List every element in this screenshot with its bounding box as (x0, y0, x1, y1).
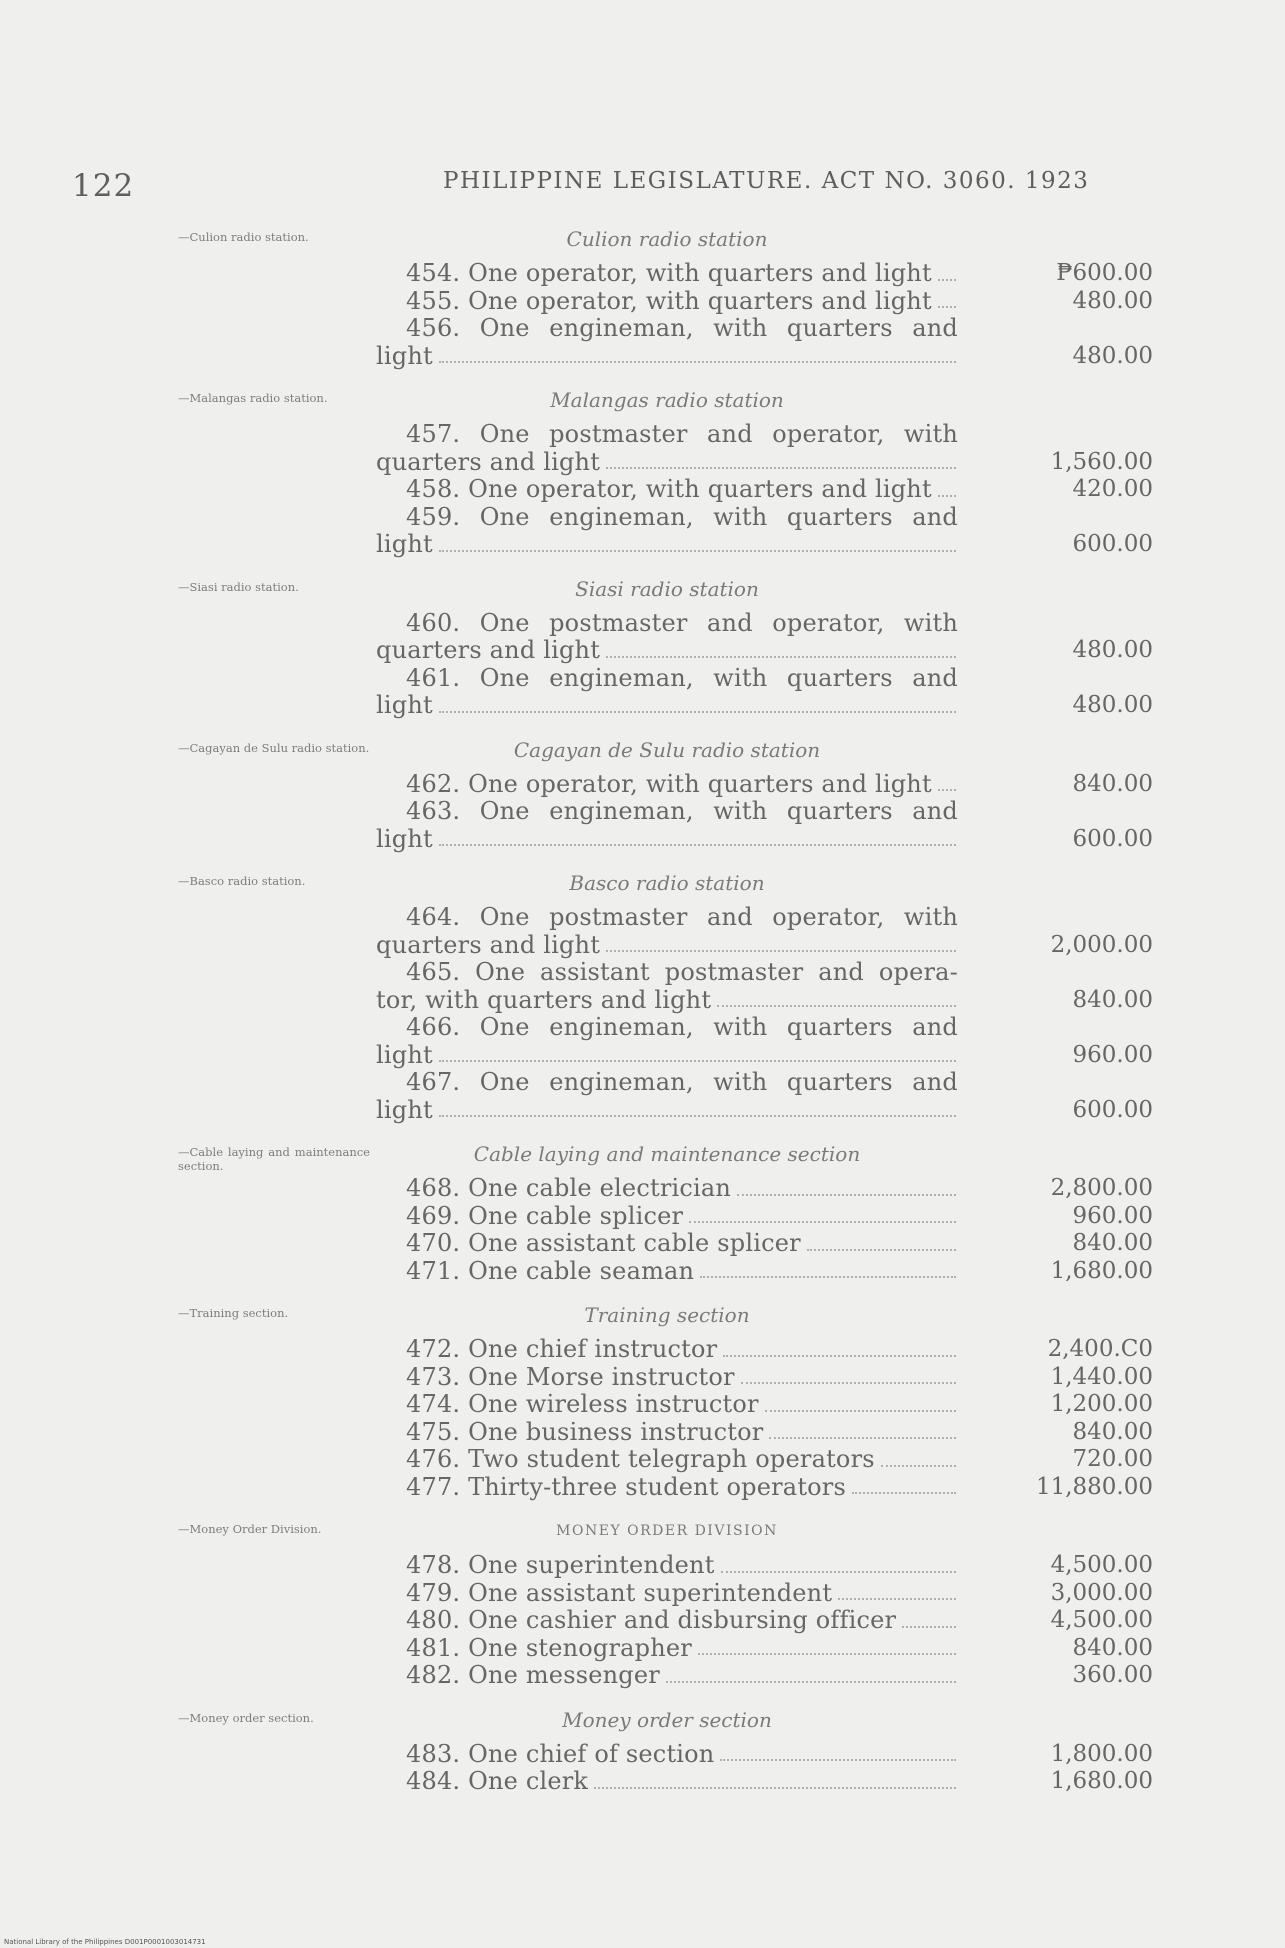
line-item (0, 1474, 1285, 1502)
description-line (376, 1230, 958, 1258)
line-item-description (376, 1419, 958, 1447)
description-text: 466. One engineman, with quarters and (406, 1014, 958, 1041)
line-item (0, 1607, 1285, 1635)
margin-note: —Money order section. (178, 1710, 314, 1725)
line-item (0, 1336, 1285, 1364)
description-text: 477. Thirty-three student operators (406, 1473, 846, 1501)
description-line (376, 665, 958, 693)
line-item-amount: 840.00 (1072, 770, 1153, 797)
line-item-description (376, 1175, 958, 1203)
description-text: 462. One operator, with quarters and light (406, 770, 932, 798)
description-text: 480. One cashier and disbursing officer (406, 1607, 897, 1634)
line-item (0, 315, 1285, 370)
dot-leader (765, 1391, 956, 1412)
line-item-amount: 2,400.C0 (1047, 1336, 1153, 1362)
line-item (0, 1364, 1285, 1392)
description-text: 475. One business instructor (406, 1418, 764, 1446)
line-item (0, 1635, 1285, 1663)
budget-section (0, 733, 1285, 867)
dot-leader (717, 987, 956, 1008)
line-item-amount: 480.00 (1072, 342, 1153, 369)
description-line (376, 1042, 958, 1070)
description-text: 458. One operator, with quarters and light (406, 476, 932, 503)
line-item-description (376, 1768, 958, 1796)
line-item-description (376, 1741, 958, 1769)
appropriation-sections (0, 222, 1285, 1809)
section-heading: Siasi radio station (575, 576, 759, 601)
description-line (376, 904, 958, 932)
dot-leader (689, 1203, 956, 1224)
line-item (0, 476, 1285, 504)
line-item-description (376, 1203, 958, 1231)
line-item-amount: 840.00 (1072, 1230, 1153, 1256)
description-line (376, 987, 958, 1015)
line-item-amount: 1,680.00 (1050, 1768, 1153, 1794)
budget-section (0, 572, 1285, 733)
description-line (376, 1203, 958, 1231)
line-item-description (376, 1446, 958, 1474)
description-text: 473. One Morse instructor (406, 1363, 735, 1391)
dot-leader (606, 932, 956, 953)
budget-section (0, 1514, 1285, 1703)
line-item-amount: 360.00 (1072, 1662, 1153, 1688)
dot-leader (938, 771, 956, 792)
margin-note: —Culion radio station. (178, 230, 309, 244)
description-line (376, 1258, 958, 1286)
line-item-amount: 1,560.00 (1050, 448, 1153, 475)
section-heading: Malangas radio station (550, 388, 784, 412)
line-item-amount: 600.00 (1072, 1096, 1153, 1123)
line-item (0, 1419, 1285, 1447)
line-item (0, 1175, 1285, 1203)
description-text: 460. One postmaster and operator, with (406, 609, 958, 637)
line-item (0, 504, 1285, 559)
description-text: 471. One cable seaman (406, 1257, 695, 1285)
description-line (376, 1552, 958, 1580)
line-item (0, 1662, 1285, 1690)
budget-section (0, 222, 1285, 383)
margin-note: —Training section. (178, 1306, 289, 1320)
line-item (0, 1741, 1285, 1769)
description-text: 474. One wireless instructor (406, 1391, 759, 1418)
description-line (376, 610, 958, 638)
dot-leader (666, 1662, 956, 1683)
description-line (376, 637, 958, 665)
description-text: 469. One cable splicer (406, 1202, 684, 1230)
description-text: light (376, 825, 433, 853)
line-item-amount: 840.00 (1072, 1418, 1153, 1445)
description-text: 472. One chief instructor (406, 1336, 718, 1363)
description-text: light (376, 342, 433, 370)
line-item (0, 1258, 1285, 1286)
line-item-description (376, 1635, 958, 1663)
line-item-description (376, 1391, 958, 1419)
line-item-amount: 1,200.00 (1050, 1391, 1153, 1417)
description-text: 456. One engineman, with quarters and (406, 315, 958, 342)
dot-leader (439, 1097, 956, 1118)
description-line (376, 1580, 958, 1608)
description-text: 457. One postmaster and operator, with (406, 421, 958, 448)
description-line (376, 798, 958, 826)
line-item-description (376, 476, 958, 504)
line-item-amount: 420.00 (1072, 476, 1153, 502)
description-line (376, 421, 958, 449)
description-text: 482. One messenger (406, 1662, 660, 1689)
dot-leader (721, 1552, 956, 1573)
section-heading: MONEY ORDER DIVISION (556, 1523, 778, 1539)
dot-leader (902, 1607, 956, 1628)
line-item-amount: 4,500.00 (1050, 1552, 1153, 1578)
line-item-amount: 480.00 (1072, 692, 1153, 718)
line-item (0, 1552, 1285, 1580)
line-item-amount: 480.00 (1072, 637, 1153, 663)
line-item (0, 1580, 1285, 1608)
line-item-amount: 480.00 (1072, 287, 1153, 314)
line-item-description (376, 288, 958, 316)
line-item (0, 1446, 1285, 1474)
page-number: 122 (72, 168, 135, 204)
dot-leader (439, 826, 956, 847)
budget-section (0, 1137, 1285, 1298)
description-text: 465. One assistant postmaster and opera- (406, 959, 958, 986)
line-item (0, 288, 1285, 316)
dot-leader (720, 1741, 956, 1762)
line-item (0, 610, 1285, 665)
running-head: PHILIPPINE LEGISLATURE. ACT NO. 3060. 1923 (443, 168, 1090, 194)
line-item-description (376, 665, 958, 720)
description-text: 467. One engineman, with quarters and (406, 1069, 958, 1096)
dot-leader (807, 1230, 956, 1251)
budget-section (0, 1298, 1285, 1514)
line-item-description (376, 798, 958, 853)
description-line (376, 260, 958, 288)
scan-footer: National Library of the Philippines D001P0001003014731 (4, 1938, 206, 1946)
line-item-amount: 600.00 (1072, 825, 1153, 852)
dot-leader (439, 692, 956, 713)
description-line (376, 1391, 958, 1419)
margin-note: —Money Order Division. (178, 1522, 322, 1536)
line-item (0, 665, 1285, 720)
section-heading: Basco radio station (569, 871, 765, 895)
line-item-amount: 960.00 (1072, 1202, 1153, 1229)
section-heading: Culion radio station (566, 227, 768, 251)
description-line (376, 826, 958, 854)
section-heading: Money order section (562, 1707, 772, 1732)
dot-leader (938, 288, 956, 309)
line-item (0, 1391, 1285, 1419)
description-text: 455. One operator, with quarters and light (406, 287, 932, 315)
budget-section (0, 383, 1285, 572)
line-item-description (376, 1258, 958, 1286)
line-item-amount: 11,880.00 (1035, 1473, 1153, 1500)
description-text: tor, with quarters and light (376, 986, 712, 1014)
line-item-amount: 2,800.00 (1050, 1175, 1153, 1201)
section-heading: Cable laying and maintenance section (473, 1142, 861, 1166)
description-text: light (376, 1041, 433, 1069)
dot-leader (606, 637, 956, 658)
description-line (376, 1364, 958, 1392)
description-line (376, 959, 958, 987)
description-text: 478. One superintendent (406, 1552, 715, 1579)
description-line (376, 1336, 958, 1364)
margin-note: —Malangas radio station. (178, 391, 328, 405)
dot-leader (852, 1474, 956, 1495)
description-line (376, 1768, 958, 1796)
margin-note: —Siasi radio station. (178, 579, 299, 594)
description-text: quarters and light (376, 931, 601, 959)
description-text: quarters and light (376, 448, 601, 476)
description-line (376, 288, 958, 316)
description-text: 461. One engineman, with quarters and (406, 664, 958, 692)
line-item-amount: 1,680.00 (1050, 1257, 1153, 1284)
line-item-description (376, 1069, 958, 1124)
line-item (0, 421, 1285, 476)
budget-section (0, 866, 1285, 1137)
line-item-description (376, 1364, 958, 1392)
dot-leader (938, 260, 956, 281)
line-item-description (376, 1336, 958, 1364)
section-heading: Training section (584, 1303, 750, 1327)
description-line (376, 1014, 958, 1042)
description-text: 463. One engineman, with quarters and (406, 798, 958, 825)
margin-note: —Cagayan de Sulu radio station. (178, 740, 370, 755)
line-item-amount: 840.00 (1072, 986, 1153, 1013)
line-item-description (376, 904, 958, 959)
line-item-description (376, 260, 958, 288)
dot-leader (594, 1768, 956, 1789)
budget-section (0, 1703, 1285, 1809)
description-text: light (376, 692, 433, 719)
description-text: 481. One stenographer (406, 1634, 692, 1662)
line-item-description (376, 315, 958, 370)
description-line (376, 531, 958, 559)
description-text: 476. Two student telegraph operators (406, 1446, 875, 1473)
line-item (0, 1014, 1285, 1069)
line-item-description (376, 1014, 958, 1069)
description-line (376, 315, 958, 343)
line-item-amount: 1,800.00 (1050, 1740, 1153, 1767)
line-item (0, 959, 1285, 1014)
line-item (0, 771, 1285, 799)
line-item-amount: ₱600.00 (1056, 260, 1153, 286)
description-text: 468. One cable electrician (406, 1175, 732, 1202)
description-text: light (376, 1096, 433, 1124)
description-line (376, 476, 958, 504)
description-text: 459. One engineman, with quarters and (406, 503, 958, 531)
description-text: light (376, 531, 433, 558)
description-line (376, 692, 958, 720)
line-item (0, 260, 1285, 288)
dot-leader (723, 1336, 956, 1357)
description-text: 483. One chief of section (406, 1740, 715, 1768)
dot-leader (439, 1042, 956, 1063)
line-item-description (376, 504, 958, 559)
dot-leader (881, 1446, 956, 1467)
description-line (376, 449, 958, 477)
line-item-amount: 960.00 (1072, 1041, 1153, 1068)
line-item-description (376, 771, 958, 799)
line-item-description (376, 1607, 958, 1635)
description-line (376, 1175, 958, 1203)
description-line (376, 1741, 958, 1769)
section-heading: Cagayan de Sulu radio station (513, 737, 821, 762)
line-item-description (376, 1474, 958, 1502)
description-line (376, 932, 958, 960)
dot-leader (606, 449, 956, 470)
dot-leader (838, 1580, 956, 1601)
description-line (376, 1446, 958, 1474)
description-line (376, 1662, 958, 1690)
line-item (0, 904, 1285, 959)
line-item-description (376, 1580, 958, 1608)
dot-leader (698, 1635, 956, 1656)
line-item (0, 1069, 1285, 1124)
line-item-description (376, 1662, 958, 1690)
line-item-amount: 720.00 (1072, 1446, 1153, 1472)
description-line (376, 1474, 958, 1502)
line-item-amount: 3,000.00 (1050, 1579, 1153, 1606)
line-item-description (376, 610, 958, 665)
description-text: quarters and light (376, 637, 601, 664)
line-item-amount: 4,500.00 (1050, 1607, 1153, 1633)
description-text: 454. One operator, with quarters and light (406, 260, 932, 287)
line-item-amount: 2,000.00 (1050, 931, 1153, 958)
dot-leader (700, 1258, 956, 1279)
line-item (0, 1203, 1285, 1231)
line-item-description (376, 1552, 958, 1580)
dot-leader (737, 1175, 956, 1196)
line-item-description (376, 1230, 958, 1258)
description-line (376, 1635, 958, 1663)
line-item-description (376, 959, 958, 1014)
dot-leader (938, 476, 956, 497)
line-item-amount: 1,440.00 (1050, 1363, 1153, 1390)
line-item (0, 1230, 1285, 1258)
line-item-description (376, 421, 958, 476)
line-item (0, 798, 1285, 853)
margin-note: —Cable laying and maintenance section. (178, 1145, 370, 1173)
description-line (376, 343, 958, 371)
dot-leader (439, 343, 956, 364)
line-item-amount: 600.00 (1072, 531, 1153, 557)
description-text: 464. One postmaster and operator, with (406, 904, 958, 931)
description-text: 470. One assistant cable splicer (406, 1230, 801, 1257)
margin-note: —Basco radio station. (178, 874, 306, 888)
description-line (376, 1419, 958, 1447)
description-line (376, 1607, 958, 1635)
description-text: 479. One assistant superintendent (406, 1579, 833, 1607)
description-line (376, 771, 958, 799)
line-item-amount: 840.00 (1072, 1634, 1153, 1661)
dot-leader (741, 1364, 956, 1385)
description-line (376, 1069, 958, 1097)
dot-leader (439, 531, 956, 552)
description-text: 484. One clerk (406, 1768, 589, 1795)
description-line (376, 1097, 958, 1125)
description-line (376, 504, 958, 532)
dot-leader (769, 1419, 956, 1440)
line-item (0, 1768, 1285, 1796)
